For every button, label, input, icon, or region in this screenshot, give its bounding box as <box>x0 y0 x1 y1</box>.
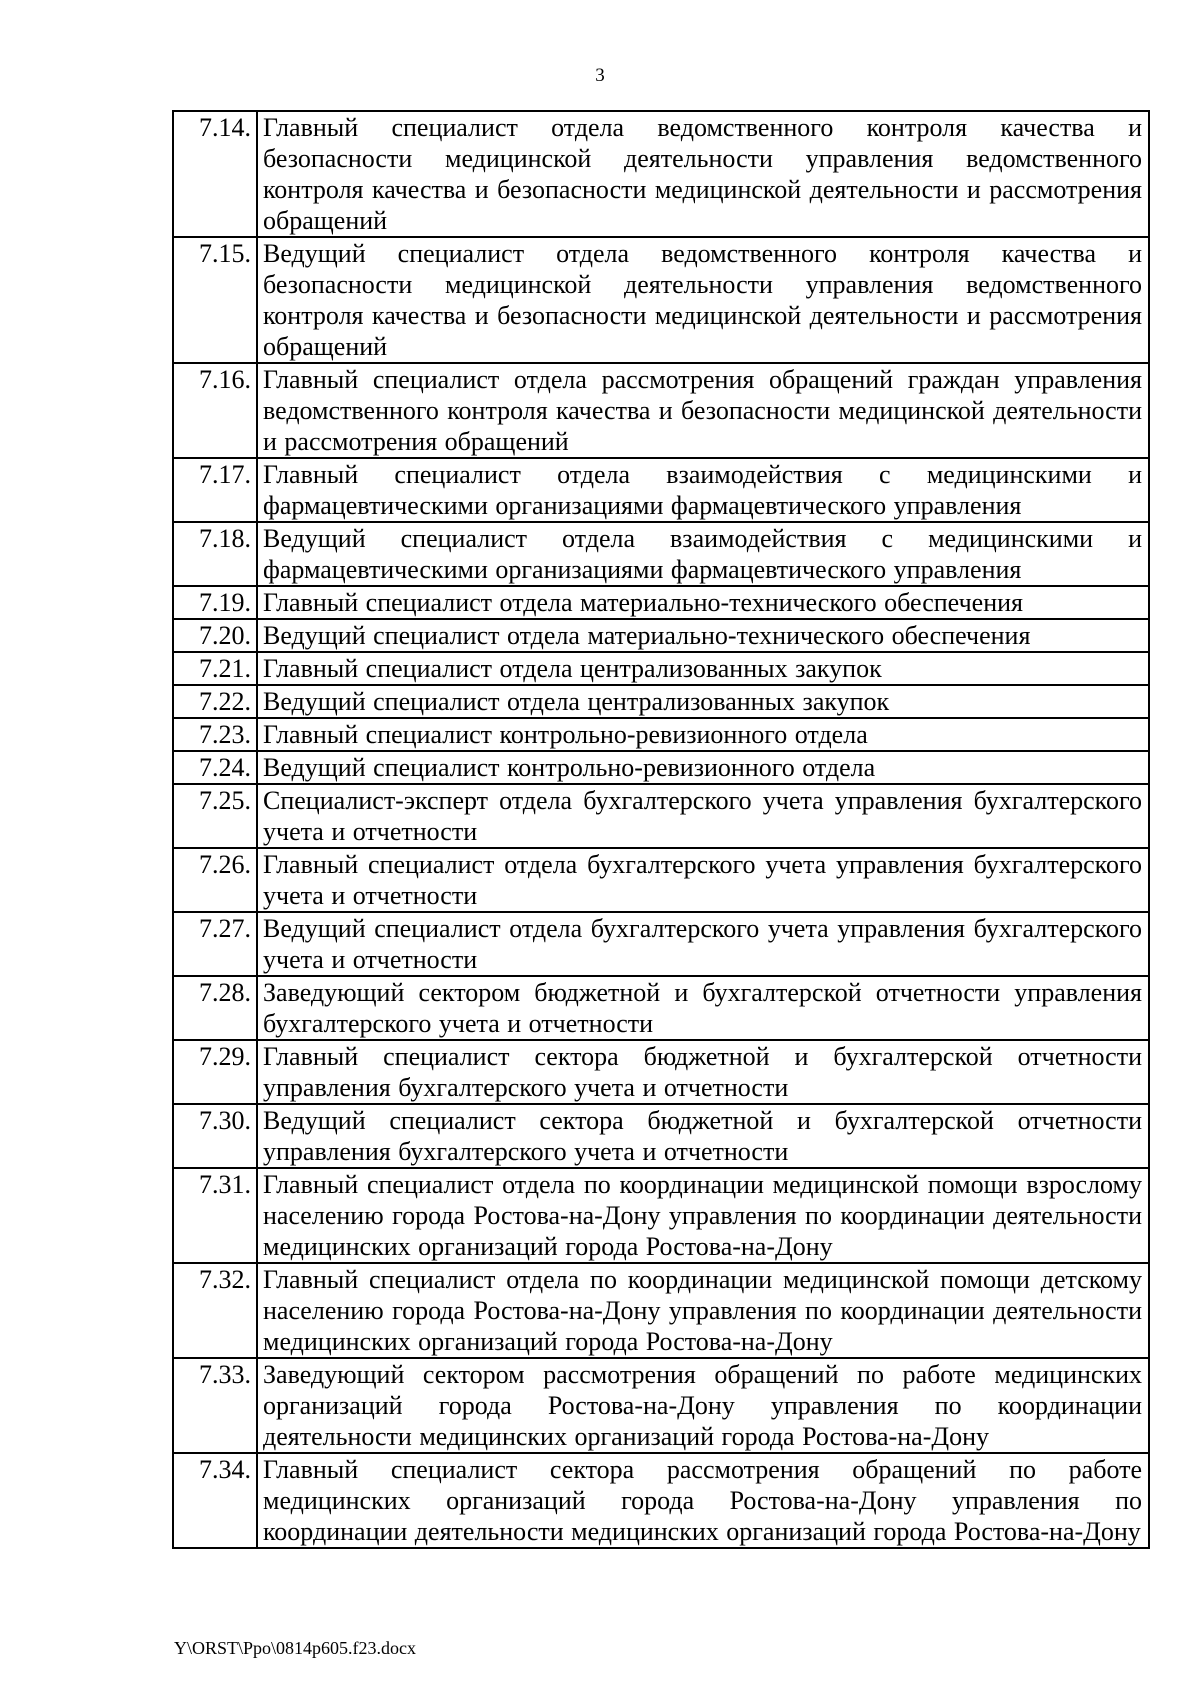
table-row <box>173 363 1149 458</box>
position-title: Ведущий специалист сектора бюджетной и бухгалтерской отчетности управления бухгалтерского учета и отчетности <box>257 1104 1149 1168</box>
positions-table <box>172 110 1150 1549</box>
table-row <box>173 1263 1149 1358</box>
row-number: 7.20. <box>173 619 257 652</box>
row-number: 7.31. <box>173 1168 257 1263</box>
position-title: Главный специалист сектора рассмотрения обращений по работе медицинских организаций города Ростова-на-Дону управления по координации деятельности медицинских организаций города Ростова-на-Дону <box>257 1453 1149 1548</box>
row-number: 7.33. <box>173 1358 257 1453</box>
table-row <box>173 652 1149 685</box>
table-row <box>173 685 1149 718</box>
position-title: Главный специалист отдела по координации медицинской помощи детскому населению города Ростова-на-Дону управления по координации деятельности медицинских организаций города Ростова-на-Дону <box>257 1263 1149 1358</box>
table-row <box>173 619 1149 652</box>
table-row <box>173 1358 1149 1453</box>
row-number: 7.34. <box>173 1453 257 1548</box>
table-row <box>173 848 1149 912</box>
row-number: 7.25. <box>173 784 257 848</box>
table-row <box>173 1104 1149 1168</box>
position-title: Специалист-эксперт отдела бухгалтерского учета управления бухгалтерского учета и отчетности <box>257 784 1149 848</box>
table-row <box>173 1168 1149 1263</box>
position-title: Главный специалист отдела рассмотрения обращений граждан управления ведомственного контроля качества и безопасности медицинской деятельности и рассмотрения обращений <box>257 363 1149 458</box>
row-number: 7.21. <box>173 652 257 685</box>
row-number: 7.15. <box>173 237 257 363</box>
position-title: Ведущий специалист отдела взаимодействия с медицинскими и фармацевтическими организациями фармацевтического управления <box>257 522 1149 586</box>
row-number: 7.30. <box>173 1104 257 1168</box>
position-title: Ведущий специалист отдела ведомственного контроля качества и безопасности медицинской деятельности управления ведомственного контроля качества и безопасности медицинской деятельности и рассмотрения обращений <box>257 237 1149 363</box>
position-title: Главный специалист отдела материально-технического обеспечения <box>257 586 1149 619</box>
row-number: 7.29. <box>173 1040 257 1104</box>
document-file-path: Y\ORST\Ppo\0814p605.f23.docx <box>174 1638 417 1658</box>
position-title: Заведующий сектором рассмотрения обращений по работе медицинских организаций города Ростова-на-Дону управления по координации деятельности медицинских организаций города Ростова-на-Дону <box>257 1358 1149 1453</box>
position-title: Главный специалист отдела централизованных закупок <box>257 652 1149 685</box>
position-title: Главный специалист отдела бухгалтерского учета управления бухгалтерского учета и отчетности <box>257 848 1149 912</box>
row-number: 7.17. <box>173 458 257 522</box>
row-number: 7.27. <box>173 912 257 976</box>
table-row <box>173 586 1149 619</box>
position-title: Ведущий специалист отдела материально-технического обеспечения <box>257 619 1149 652</box>
row-number: 7.19. <box>173 586 257 619</box>
row-number: 7.23. <box>173 718 257 751</box>
positions-table-body <box>173 111 1149 1548</box>
table-row <box>173 111 1149 237</box>
table-row <box>173 458 1149 522</box>
table-row <box>173 784 1149 848</box>
row-number: 7.32. <box>173 1263 257 1358</box>
row-number: 7.28. <box>173 976 257 1040</box>
table-row <box>173 1040 1149 1104</box>
table-row <box>173 1453 1149 1548</box>
table-row <box>173 718 1149 751</box>
row-number: 7.14. <box>173 111 257 237</box>
position-title: Главный специалист отдела по координации медицинской помощи взрослому населению города Ростова-на-Дону управления по координации деятельности медицинских организаций города Ростова-на-Дону <box>257 1168 1149 1263</box>
position-title: Главный специалист контрольно-ревизионного отдела <box>257 718 1149 751</box>
row-number: 7.16. <box>173 363 257 458</box>
position-title: Ведущий специалист контрольно-ревизионного отдела <box>257 751 1149 784</box>
position-title: Главный специалист сектора бюджетной и бухгалтерской отчетности управления бухгалтерского учета и отчетности <box>257 1040 1149 1104</box>
table-row <box>173 522 1149 586</box>
table-row <box>173 976 1149 1040</box>
table-row <box>173 237 1149 363</box>
row-number: 7.24. <box>173 751 257 784</box>
row-number: 7.22. <box>173 685 257 718</box>
position-title: Ведущий специалист отдела централизованных закупок <box>257 685 1149 718</box>
row-number: 7.26. <box>173 848 257 912</box>
position-title: Ведущий специалист отдела бухгалтерского учета управления бухгалтерского учета и отчетности <box>257 912 1149 976</box>
page-number: 3 <box>595 65 605 86</box>
position-title: Главный специалист отдела взаимодействия с медицинскими и фармацевтическими организациями фармацевтического управления <box>257 458 1149 522</box>
table-row <box>173 751 1149 784</box>
row-number: 7.18. <box>173 522 257 586</box>
position-title: Главный специалист отдела ведомственного контроля качества и безопасности медицинской деятельности управления ведомственного контроля качества и безопасности медицинской деятельности и рассмотрения обращений <box>257 111 1149 237</box>
position-title: Заведующий сектором бюджетной и бухгалтерской отчетности управления бухгалтерского учета и отчетности <box>257 976 1149 1040</box>
table-row <box>173 912 1149 976</box>
